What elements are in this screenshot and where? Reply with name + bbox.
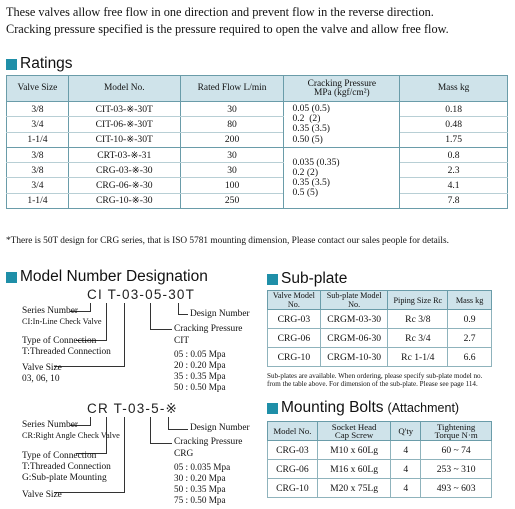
cell: 2.7: [448, 329, 492, 348]
cell-size: 3/8: [7, 147, 69, 162]
crg-value-1: 05 : 0.035 Mpa: [174, 462, 231, 472]
cell: 4: [391, 460, 421, 479]
cell-size: 3/8: [7, 102, 69, 117]
bolts-header-row: [268, 422, 492, 441]
tightening-label: Tightening: [436, 421, 476, 432]
col-mass: Mass kg: [400, 76, 508, 102]
subplate-title-text: Sub-plate: [281, 270, 348, 287]
cracking-pressure-label-1: Cracking Pressure: [174, 324, 243, 334]
pressure-value: 0.2 (2): [292, 113, 321, 125]
cell-mass: 2.3: [400, 163, 508, 178]
col-socket-screw: [317, 422, 391, 441]
cap-screw-label: Cap Screw: [334, 430, 374, 440]
type-connection-label-2: Type of Connection: [22, 451, 97, 461]
cell: M10 x 60Lg: [317, 441, 391, 460]
intro-line-1: These valves allow free flow in one direction and prevent flow in the reverse direction.: [6, 5, 434, 19]
cell: CRG-10: [268, 479, 318, 498]
col-valve-size: Valve Size: [7, 76, 69, 102]
cell-mass: 7.8: [400, 193, 508, 208]
table-row: [7, 117, 508, 132]
series-number-label-1: Series Number: [22, 306, 78, 316]
table-row: [268, 329, 492, 348]
crg-value-4: 75 : 0.50 Mpa: [174, 495, 226, 505]
type-connection-label-1: Type of Connection: [22, 336, 97, 346]
cracking-pressure-label-2: Cracking Pressure: [174, 437, 243, 447]
cell: 60 ~ 74: [421, 441, 492, 460]
subplate-table: [267, 290, 492, 367]
cell-model: CIT-06-※-30T: [68, 117, 180, 132]
cell-mass: 0.48: [400, 117, 508, 132]
cell: CRG-03: [268, 441, 318, 460]
bolts-table: [267, 421, 492, 498]
valve-size-values: 03, 06, 10: [22, 374, 60, 384]
type-connection-desc-2a: T:Threaded Connection: [22, 462, 111, 472]
col-mass: Mass kg: [448, 291, 492, 310]
table-row: [7, 178, 508, 193]
section-square-icon: [6, 59, 17, 70]
table-row: [7, 102, 508, 117]
cell-flow: 200: [180, 132, 284, 147]
subplate-title: [267, 270, 347, 288]
table-row: [7, 163, 508, 178]
model-title: [6, 268, 208, 286]
table-row: [268, 348, 492, 367]
cell: CRGM-10-30: [320, 348, 388, 367]
cell: Rc 3/8: [388, 310, 448, 329]
pressure-value: 0.35 (3.5): [292, 123, 331, 135]
ratings-title-text: Ratings: [20, 55, 73, 72]
cit-value-4: 50 : 0.50 Mpa: [174, 382, 226, 392]
table-row: [268, 441, 492, 460]
type-connection-desc-2b: G:Sub-plate Mounting: [22, 473, 107, 483]
bolts-title: [267, 399, 459, 417]
cell-pressure-group-1: [284, 102, 400, 148]
socket-head-label: Socket Head: [331, 421, 377, 432]
cell: CRG-06: [268, 329, 321, 348]
cell: 493 ~ 603: [421, 479, 492, 498]
series-desc-2: CR:Right Angle Check Valve: [22, 431, 120, 440]
pressure-value: 0.5 (5): [292, 187, 319, 199]
cell: 4: [391, 441, 421, 460]
cell-size: 1-1/4: [7, 132, 69, 147]
section-square-icon: [267, 274, 278, 285]
type-connection-desc-1: T:Threaded Connection: [22, 347, 111, 357]
model-code-cit: CI T-03-05-30T: [87, 287, 196, 302]
subplate-header-row: [268, 291, 492, 310]
col-subplate-model: Sub-plate Model No.: [320, 291, 388, 310]
table-row: [7, 147, 508, 162]
col-rated-flow: Rated Flow L/min: [180, 76, 284, 102]
cell: Rc 1-1/4: [388, 348, 448, 367]
table-row: [268, 310, 492, 329]
table-row: [268, 479, 492, 498]
table-row: [7, 193, 508, 208]
cell-model: CIT-10-※-30T: [68, 132, 180, 147]
cell-model: CRT-03-※-31: [68, 147, 180, 162]
cell: 0.9: [448, 310, 492, 329]
cell-flow: 80: [180, 117, 284, 132]
valve-size-label-2: Valve Size: [22, 490, 62, 500]
cell: CRG-03: [268, 310, 321, 329]
cell: Rc 3/4: [388, 329, 448, 348]
crg-value-2: 30 : 0.20 Mpa: [174, 473, 226, 483]
cracking-pressure-label: Cracking Pressure: [307, 78, 377, 89]
ratings-note: *There is 50T design for CRG series, that is ISO 5781 mounting dimension, Please contact our sales people for details.: [6, 236, 449, 246]
cell: 6.6: [448, 348, 492, 367]
section-square-icon: [267, 403, 278, 414]
design-number-label-2: Design Number: [190, 423, 250, 433]
design-number-label-1: Design Number: [190, 309, 250, 319]
table-row: [268, 460, 492, 479]
col-torque: [421, 422, 492, 441]
cell-mass: 0.18: [400, 102, 508, 117]
model-title-text: Model Number Designation: [20, 268, 208, 285]
crg-value-3: 50 : 0.35 Mpa: [174, 484, 226, 494]
cell: CRGM-03-30: [320, 310, 388, 329]
section-square-icon: [6, 272, 17, 283]
cit-value-3: 35 : 0.35 Mpa: [174, 371, 226, 381]
cell-model: CIT-03-※-30T: [68, 102, 180, 117]
cell-size: 3/4: [7, 117, 69, 132]
cell: 253 ~ 310: [421, 460, 492, 479]
col-qty: Q'ty: [391, 422, 421, 441]
cell: CRG-10: [268, 348, 321, 367]
pressure-value: 0.05 (0.5): [292, 103, 331, 115]
ratings-title: [6, 55, 73, 73]
cell-mass: 0.8: [400, 147, 508, 162]
col-valve-model: Valve Model No.: [268, 291, 321, 310]
cit-value-1: 05 : 0.05 Mpa: [174, 349, 226, 359]
series-desc-1: CI:In-Line Check Valve: [22, 317, 102, 326]
cell-model: CRG-06-※-30: [68, 178, 180, 193]
pressure-value: 0.035 (0.35): [292, 156, 340, 168]
torque-label: Torque N·m: [434, 430, 478, 440]
bolts-title-text: Mounting Bolts: [281, 399, 384, 416]
col-cracking-pressure: [284, 76, 400, 102]
cell: M16 x 60Lg: [317, 460, 391, 479]
cell-size: 1-1/4: [7, 193, 69, 208]
ratings-header-row: [7, 76, 508, 102]
cell-size: 3/8: [7, 163, 69, 178]
cell: 4: [391, 479, 421, 498]
bolts-subtitle: (Attachment): [387, 401, 460, 415]
cell-flow: 30: [180, 147, 284, 162]
cell-flow: 30: [180, 163, 284, 178]
col-model: Model No.: [268, 422, 318, 441]
pressure-value: 0.35 (3.5): [292, 176, 331, 188]
cell: CRGM-06-30: [320, 329, 388, 348]
cracking-pressure-unit: MPa (kgf/cm²): [313, 87, 370, 98]
pressure-value: 0.2 (2): [292, 166, 319, 178]
pressure-value: 0.50 (5): [292, 133, 323, 145]
cell-model: CRG-10-※-30: [68, 193, 180, 208]
cell: M20 x 75Lg: [317, 479, 391, 498]
model-code-crg: CR T-03-5-※: [87, 401, 179, 416]
ratings-table: [6, 75, 508, 209]
crg-label: CRG: [174, 449, 194, 459]
subplate-note-1: Sub-plates are available. When ordering, please specify sub-plate model no.: [267, 372, 483, 380]
cell-pressure-group-2: [284, 147, 400, 208]
cell-size: 3/4: [7, 178, 69, 193]
cell: CRG-06: [268, 460, 318, 479]
cell-flow: 250: [180, 193, 284, 208]
subplate-note-2: from the table above. For dimension of the sub-plate. Please see page 114.: [267, 380, 478, 388]
cit-value-2: 20 : 0.20 Mpa: [174, 360, 226, 370]
table-row: [7, 132, 508, 147]
intro-line-2: Cracking pressure specified is the pressure required to open the valve and allow free flow.: [6, 22, 449, 36]
cell-flow: 100: [180, 178, 284, 193]
cell-flow: 30: [180, 102, 284, 117]
cell-mass: 4.1: [400, 178, 508, 193]
series-number-label-2: Series Number: [22, 420, 78, 430]
valve-size-label-1: Valve Size: [22, 363, 62, 373]
col-piping-size: Piping Size Rc: [388, 291, 448, 310]
col-model-no: Model No.: [68, 76, 180, 102]
cell-model: CRG-03-※-30: [68, 163, 180, 178]
cit-label: CIT: [174, 336, 190, 346]
cell-mass: 1.75: [400, 132, 508, 147]
